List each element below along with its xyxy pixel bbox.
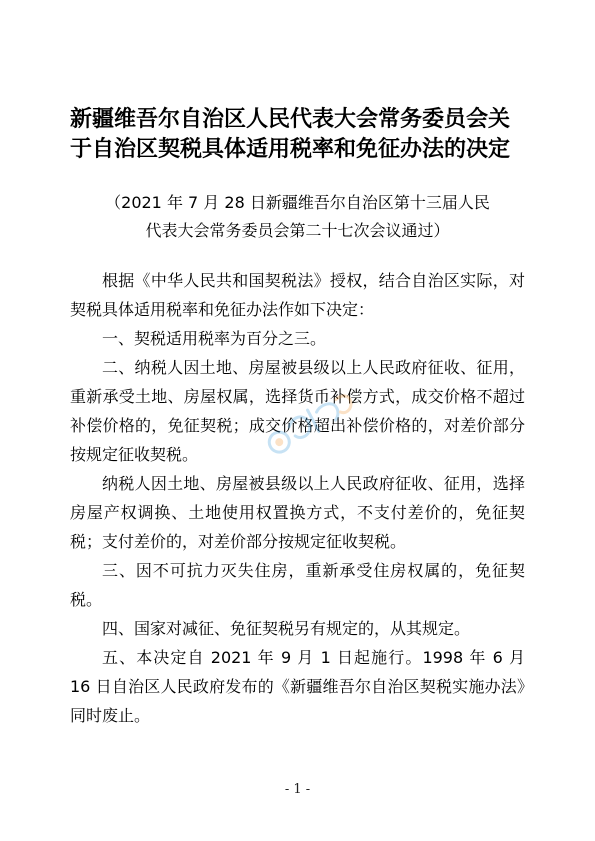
subtitle-line-2: 代表大会常务委员会第二十七次会议通过）: [145, 221, 450, 240]
document-title: [70, 104, 525, 164]
document-body: [70, 266, 525, 730]
subtitle-line-1: （2021 年 7 月 28 日新疆维吾尔自治区第十三届人民: [105, 193, 490, 212]
watermark-logo-icon: [256, 392, 366, 454]
paragraph-item-1: 一、契税适用税率为百分之三。: [102, 329, 327, 348]
page-number: - 1 -: [284, 782, 311, 797]
title-line-1: 新疆维吾尔自治区人民代表大会常务委员会关: [70, 106, 511, 132]
paragraph-item-3: 三、因不可抗力灭失住房，重新承受住房权属的，免征契税。: [70, 561, 525, 609]
title-line-2: 于自治区契税具体适用税率和免征办法的决定: [70, 136, 511, 162]
paragraph-item-2-continued: 纳税人因土地、房屋被县级以上人民政府征收、征用，选择房屋产权调换、土地使用权置换方式，不支付差价的，免征契税；支付差价的，对差价部分按规定征收契税。: [70, 474, 525, 551]
paragraph-preamble: 根据《中华人民共和国契税法》授权，结合自治区实际，对契税具体适用税率和免征办法作如下决定：: [70, 271, 525, 319]
paragraph-item-5: 五、本决定自 2021 年 9 月 1 日起施行。1998 年 6 月 16 日自治区人民政府发布的《新疆维吾尔自治区契税实施办法》同时废止。: [70, 648, 525, 725]
paragraph-item-4: 四、国家对减征、免征契税另有规定的，从其规定。: [102, 619, 471, 638]
document-subtitle: [70, 189, 525, 245]
paragraph-item-2: 二、纳税人因土地、房屋被县级以上人民政府征收、征用，重新承受土地、房屋权属，选择货币补偿方式，成交价格不超过补偿价格的，免征契税；成交价格超出补偿价格的，对差价部分按规定征收契税。: [70, 358, 525, 464]
